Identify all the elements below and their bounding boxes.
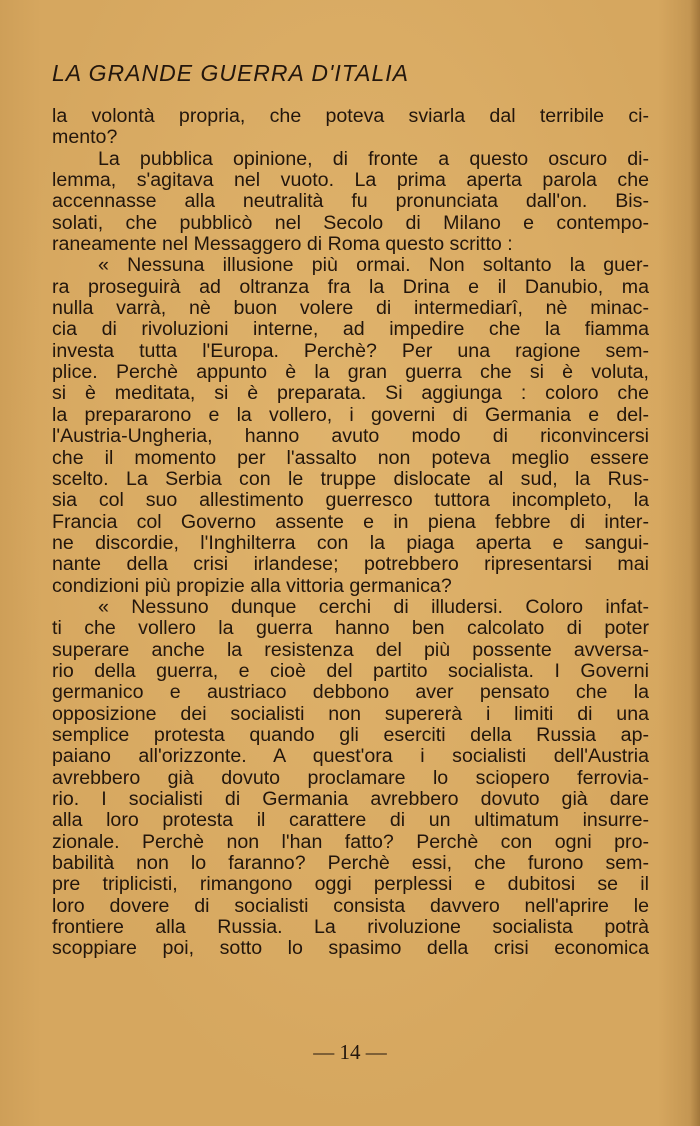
text-line: babilità non lo faranno? Perchè essi, che furono sem- [52,853,649,875]
body-text [52,106,649,960]
text-line: sia col suo allestimento guerresco tuttora incompleto, la [52,490,649,512]
text-line: lemma, s'agitava nel vuoto. La prima aperta parola che [52,170,649,192]
text-line: scoppiare poi, sotto lo spasimo della crisi economica [52,938,649,960]
text-line: zionale. Perchè non l'han fatto? Perchè con ogni pro- [52,831,649,853]
text-line: l'Austria-Ungheria, hanno avuto modo di riconvincersi [52,426,649,448]
text-line: Francia col Governo assente e in piena febbre di inter- [52,511,649,533]
text-line: nulla varrà, nè buon volere di intermediarî, nè minac- [52,298,649,320]
text-line: pre triplicisti, rimangono oggi perplessi e dubitosi se il [52,874,649,896]
text-line: mento? [52,127,118,149]
text-line: investa tutta l'Europa. Perchè? Per una ragione sem- [52,340,649,362]
text-line: nante della crisi irlandese; potrebbero ripresentarsi mai [52,554,649,576]
text-line: superare anche la resistenza del più possente avversa- [52,639,649,661]
text-line: « Nessuno dunque cerchi di illudersi. Coloro infat- [98,596,649,618]
text-line: loro dovere di socialisti consista davvero nell'aprire le [52,895,649,917]
text-line: ti che vollero la guerra hanno ben calcolato di poter [52,618,649,640]
text-line: la volontà propria, che poteva sviarla dal terribile ci- [52,106,649,127]
text-line: scelto. La Serbia con le truppe dislocate al sud, la Rus- [52,468,649,490]
text-line: semplice protesta quando gli eserciti della Russia ap- [52,724,649,746]
text-line: frontiere alla Russia. La rivoluzione socialista potrà [52,917,649,939]
text-line: opposizione dei socialisti non supererà i limiti di una [52,703,649,725]
text-line: raneamente nel Messaggero di Roma questo scritto : [52,234,513,256]
page-number: — 14 — [313,1040,387,1064]
text-line: condizioni più propizie alla vittoria germanica? [52,575,452,597]
text-line: alla loro protesta il carattere di un ultimatum insurre- [52,810,649,832]
text-line: che il momento per l'assalto non poteva meglio essere [52,447,649,469]
text-line: cia di rivoluzioni interne, ad impedire che la fiamma [52,319,649,341]
running-title: LA GRANDE GUERRA D'ITALIA [52,60,409,86]
page-edge-shadow [690,0,700,1126]
text-line: solati, che pubblicò nel Secolo di Milano e contempo- [52,212,649,234]
text-line: accennasse alla neutralità fu pronunciata dall'on. Bis- [52,191,649,213]
text-line: plice. Perchè appunto è la gran guerra che si è voluta, [52,362,649,384]
text-line: avrebbero già dovuto proclamare lo sciopero ferrovia- [52,767,649,789]
text-line: ne discordie, l'Inghilterra con la piaga aperta e sangui- [52,532,649,554]
text-line: si è meditata, si è preparata. Si aggiunga : coloro che [52,383,649,405]
text-line: germanico e austriaco debbono aver pensato che la [52,682,649,704]
text-line: « Nessuna illusione più ormai. Non soltanto la guer- [98,255,649,277]
text-line: rio. I socialisti di Germania avrebbero dovuto già dare [52,789,649,810]
text-line: la prepararono e la vollero, i governi di Germania e del- [52,404,649,426]
text-line: La pubblica opinione, di fronte a questo oscuro di- [98,148,649,170]
text-line: paiano all'orizzonte. A quest'ora i socialisti dell'Austria [52,746,649,768]
text-line: rio della guerra, e cioè del partito socialista. I Governi [52,660,649,682]
text-line: ra proseguirà ad oltranza fra la Drina e il Danubio, ma [52,276,649,298]
